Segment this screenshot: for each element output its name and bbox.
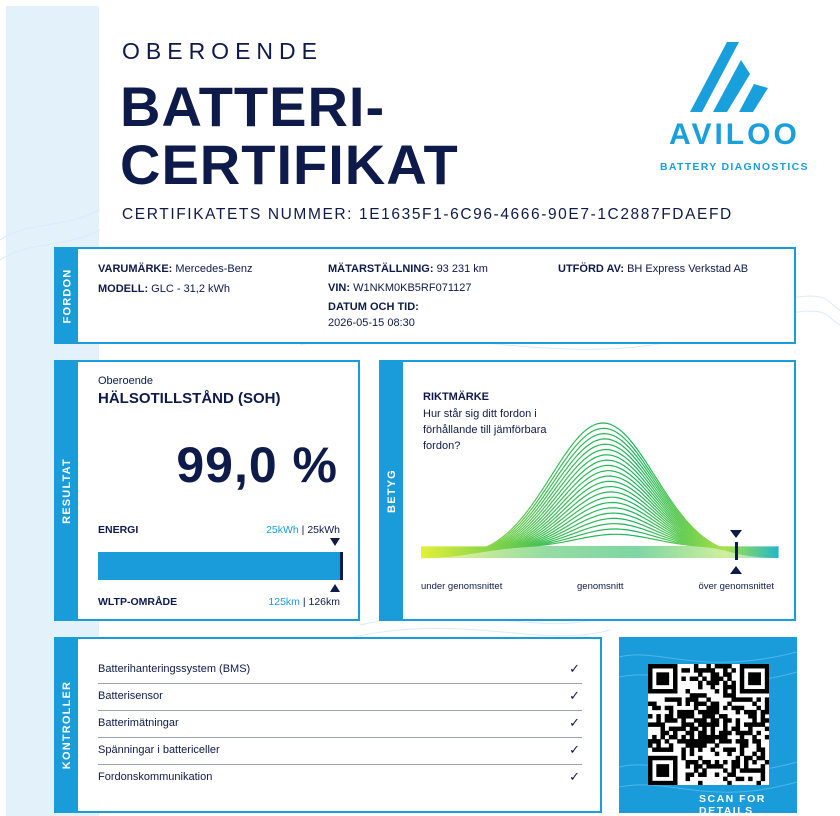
curve-line xyxy=(421,460,778,554)
qr-panel[interactable] xyxy=(619,637,797,813)
checkmark-icon: ✓ xyxy=(569,715,580,730)
brand-row xyxy=(98,263,252,275)
list-item xyxy=(98,657,582,684)
vin-value: W1NKM0KB5RF071127 xyxy=(353,282,472,294)
vin-label: VIN: xyxy=(328,282,350,294)
energy-bottom-marker-icon xyxy=(328,583,342,593)
datetime-label xyxy=(328,301,419,313)
curve-line xyxy=(421,524,778,549)
checks-panel xyxy=(54,637,602,813)
check-label: Spänningar i battericeller xyxy=(98,744,220,756)
energy-top-marker-icon xyxy=(328,537,342,547)
vin-row xyxy=(328,282,471,294)
list-item xyxy=(98,684,582,711)
vehicle-panel xyxy=(54,247,796,344)
performed-by-row xyxy=(558,263,748,275)
odometer-row xyxy=(328,263,488,275)
checkmark-icon: ✓ xyxy=(569,661,580,676)
checkmark-icon: ✓ xyxy=(569,688,580,703)
curve-line xyxy=(421,423,778,558)
curve-line xyxy=(421,534,778,547)
energy-total: 25kWh xyxy=(307,524,340,536)
aviloo-logo-icon xyxy=(660,36,810,176)
rating-panel xyxy=(379,360,796,621)
qr-caption: SCAN FOR DETAILS xyxy=(699,793,766,813)
checks-list xyxy=(98,657,582,792)
curve-line xyxy=(421,518,778,549)
curve-line xyxy=(421,487,778,552)
energy-current: 25kWh xyxy=(266,524,299,536)
wltp-values xyxy=(268,596,340,608)
model-row xyxy=(98,283,230,295)
datetime-value: 2026-05-15 08:30 xyxy=(328,317,415,329)
label-average: genomsnitt xyxy=(577,581,624,592)
model-value: GLC - 31,2 kWh xyxy=(151,283,231,295)
energy-separator: | xyxy=(298,524,308,536)
soh-heading: HÄLSOTILLSTÅND (SOH) xyxy=(98,390,281,407)
logo-subtitle: BATTERY DIAGNOSTICS xyxy=(660,161,809,173)
curve-line xyxy=(421,481,778,552)
odometer-value: 93 231 km xyxy=(436,263,488,275)
wltp-current: 125km xyxy=(268,596,300,608)
result-tab-label: RESULTAT xyxy=(61,457,74,524)
logo-wordmark: AVILOO xyxy=(669,118,800,151)
qr-code-icon[interactable] xyxy=(648,664,769,785)
brand-value: Mercedes-Benz xyxy=(175,263,253,275)
brand-label: VARUMÄRKE: xyxy=(98,263,173,275)
certificate-number-value: 1E1635F1-6C96-4666-90E7-1C2887FDAEFD xyxy=(359,206,733,223)
benchmark-distribution-curve xyxy=(421,412,779,572)
checks-panel-tab xyxy=(56,639,78,811)
label-below-average: under genomsnittet xyxy=(421,581,503,592)
energy-label: ENERGI xyxy=(98,524,139,536)
curve-line xyxy=(421,492,778,552)
curve-line xyxy=(421,450,778,556)
curve-line xyxy=(421,529,778,548)
odometer-label: MÄTARSTÄLLNING: xyxy=(328,263,434,275)
list-item xyxy=(98,711,582,738)
check-label: Batterimätningar xyxy=(98,717,179,729)
performed-by-label: UTFÖRD AV: xyxy=(558,263,624,275)
curve-line xyxy=(421,508,778,550)
certificate-number xyxy=(122,206,733,224)
energy-bar-end xyxy=(340,552,343,580)
curve-line xyxy=(421,428,778,557)
benchmark-question: Hur står sig ditt fordon i förhållande till jämförbara fordon? xyxy=(423,408,547,452)
curve-line xyxy=(421,497,778,551)
vehicle-panel-tab xyxy=(56,249,78,342)
vehicle-tab-label: FORDON xyxy=(61,268,73,323)
result-sub: Oberoende xyxy=(98,375,154,387)
benchmark-heading: RIKTMÄRKE xyxy=(423,391,489,403)
curve-line xyxy=(421,434,778,557)
pre-title: OBEROENDE xyxy=(122,38,323,64)
position-top-marker-icon xyxy=(729,529,743,539)
position-marker xyxy=(735,542,738,560)
datetime-label-text: DATUM OCH TID: xyxy=(328,301,419,313)
performed-by-value: BH Express Verkstad AB xyxy=(627,263,749,275)
wltp-label: WLTP-OMRÅDE xyxy=(98,596,178,608)
rating-tab-label: BETYG xyxy=(386,468,398,513)
check-label: Batterihanteringssystem (BMS) xyxy=(98,663,251,675)
curve-baseline-band xyxy=(421,546,779,558)
check-label: Fordonskommunikation xyxy=(98,771,213,783)
label-above-average: över genomsnittet xyxy=(698,581,774,592)
wltp-total: 126km xyxy=(308,596,340,608)
checkmark-icon: ✓ xyxy=(569,742,580,757)
rating-panel-tab xyxy=(381,362,403,619)
list-item xyxy=(98,765,582,792)
position-bottom-marker-icon xyxy=(729,565,743,575)
energy-bar-fill xyxy=(98,552,341,580)
checkmark-icon: ✓ xyxy=(569,769,580,784)
certificate-number-label: CERTIFIKATETS NUMMER: xyxy=(122,206,354,223)
title-line-2: CERTIFIKAT xyxy=(120,133,459,196)
page-title xyxy=(120,75,459,196)
check-label: Batterisensor xyxy=(98,690,163,702)
soh-value: 99,0 % xyxy=(176,437,338,493)
wltp-separator: | xyxy=(299,596,309,608)
energy-bar xyxy=(98,552,343,580)
result-panel xyxy=(54,360,360,621)
title-line-1: BATTERI- xyxy=(120,75,386,138)
checks-tab-label: KONTROLLER xyxy=(61,680,74,770)
model-label: MODELL: xyxy=(98,283,149,295)
curve-line xyxy=(421,513,778,549)
energy-values xyxy=(266,524,340,536)
result-panel-tab xyxy=(56,362,78,619)
list-item xyxy=(98,738,582,765)
